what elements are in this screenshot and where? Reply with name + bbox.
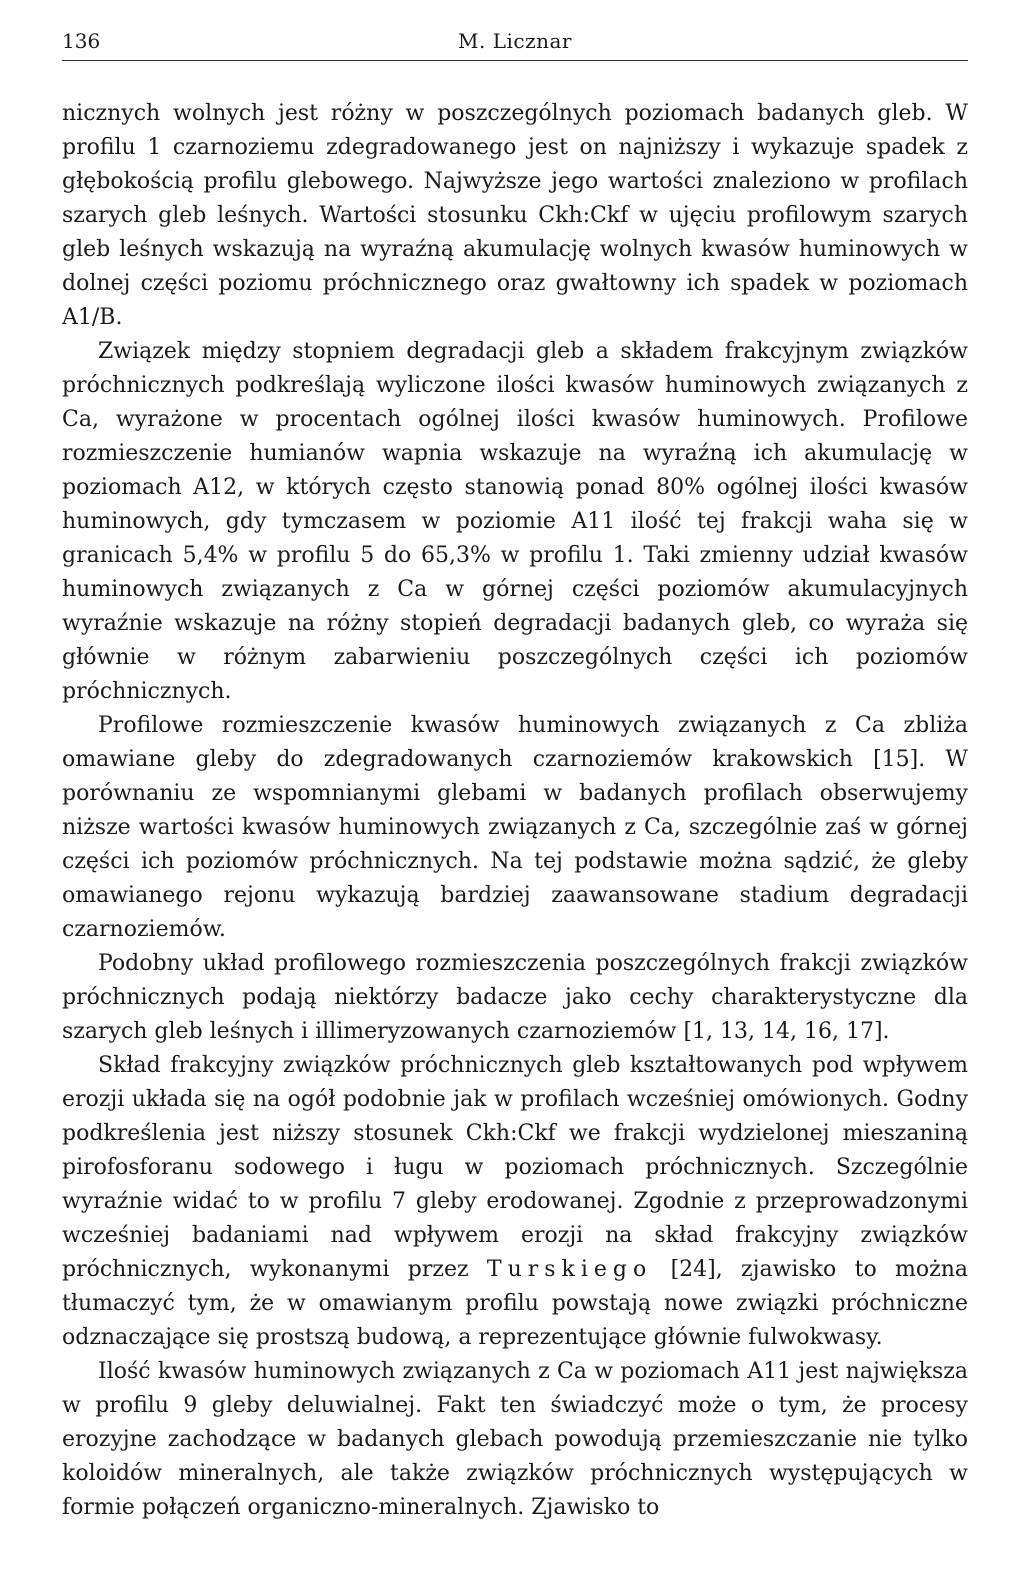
- paragraph-5-part-1: Skład frakcyjny związków próchnicznych gleb kształtowanych pod wpływem erozji układa się na ogół podobnie jak w profilach wcześniej omówionych. Godny podkreślenia jest niższy stosunek Ckh:Ckf we frakcji wydzielonej mieszaniną pirofosforanu sodowego i ługu w poziomach próchnicznych. Szczególnie wyraźnie widać to w profilu 7 gleby erodowanej. Zgodnie z przeprowadzonymi wcześniej badaniami nad wpływem erozji na skład frakcyjny związków próchnicznych, wykonanymi przez: [62, 1053, 968, 1282]
- running-header: [62, 26, 968, 56]
- paragraph-2: Związek między stopniem degradacji gleb a składem frakcyjnym związków próchnicznych podkreślają wyliczone ilości kwasów huminowych związanych z Ca, wyrażone w procentach ogólnej ilości kwasów huminowych. Profilowe rozmieszczenie humianów wapnia wskazuje na wyraźną ich akumulację w poziomach A12, w których często stanowią ponad 80% ogólnej ilości kwasów huminowych, gdy tymczasem w poziomie A11 ilość tej frakcji waha się w granicach 5,4% w profilu 5 do 65,3% w profilu 1. Taki zmienny udział kwasów huminowych związanych z Ca w górnej części poziomów akumulacyjnych wyraźnie wskazuje na różny stopień degradacji badanych gleb, co wyraża się głównie w różnym zabarwieniu poszczególnych części ich poziomów próchnicznych.: [62, 339, 968, 704]
- paragraph-5-part-2: [24], zjawisko to można tłumaczyć tym, że w omawianym profilu powstają nowe związki próchniczne odznaczające się prostszą budową, a reprezentujące głównie fulwokwasy.: [62, 1257, 968, 1350]
- paragraph-6: Ilość kwasów huminowych związanych z Ca w poziomach A11 jest największa w profilu 9 gleby deluwialnej. Fakt ten świadczyć może o tym, że procesy erozyjne zachodzące w badanych glebach powodują przemieszczanie nie tylko koloidów mineralnych, ale także związków próchnicznych występujących w formie połączeń organiczno-mineralnych. Zjawisko to: [62, 1359, 968, 1520]
- document-page: [62, 26, 968, 1525]
- paragraph-4: Podobny układ profilowego rozmieszczenia poszczególnych frakcji związków próchnicznych podają niektórzy badacze jako cechy charakterystyczne dla szarych gleb leśnych i illimeryzowanych czarnoziemów [1, 13, 14, 16, 17].: [62, 951, 968, 1044]
- running-title: M. Licznar: [458, 29, 572, 53]
- cited-author-name: Turskiego: [486, 1257, 653, 1282]
- page-number: 136: [62, 29, 101, 53]
- paragraph-3: Profilowe rozmieszczenie kwasów huminowych związanych z Ca zbliża omawiane gleby do zdegradowanych czarnoziemów krakowskich [15]. W porównaniu ze wspomnianymi glebami w badanych profilach obserwujemy niższe wartości kwasów huminowych związanych z Ca, szczególnie zaś w górnej części ich poziomów próchnicznych. Na tej podstawie można sądzić, że gleby omawianego rejonu wykazują bardziej zaawansowane stadium degradacji czarnoziemów.: [62, 713, 968, 942]
- paragraph-1: nicznych wolnych jest różny w poszczególnych poziomach badanych gleb. W profilu 1 czarnoziemu zdegradowanego jest on najniższy i wykazuje spadek z głębokością profilu glebowego. Najwyższe jego wartości znaleziono w profilach szarych gleb leśnych. Wartości stosunku Ckh:Ckf w ujęciu profilowym szarych gleb leśnych wskazują na wyraźną akumulację wolnych kwasów huminowych w dolnej części poziomu próchnicznego oraz gwałtowny ich spadek w poziomach A1/B.: [62, 101, 968, 330]
- header-rule: [62, 60, 968, 61]
- body-text: [62, 97, 968, 1525]
- paragraph-5: [62, 1049, 968, 1355]
